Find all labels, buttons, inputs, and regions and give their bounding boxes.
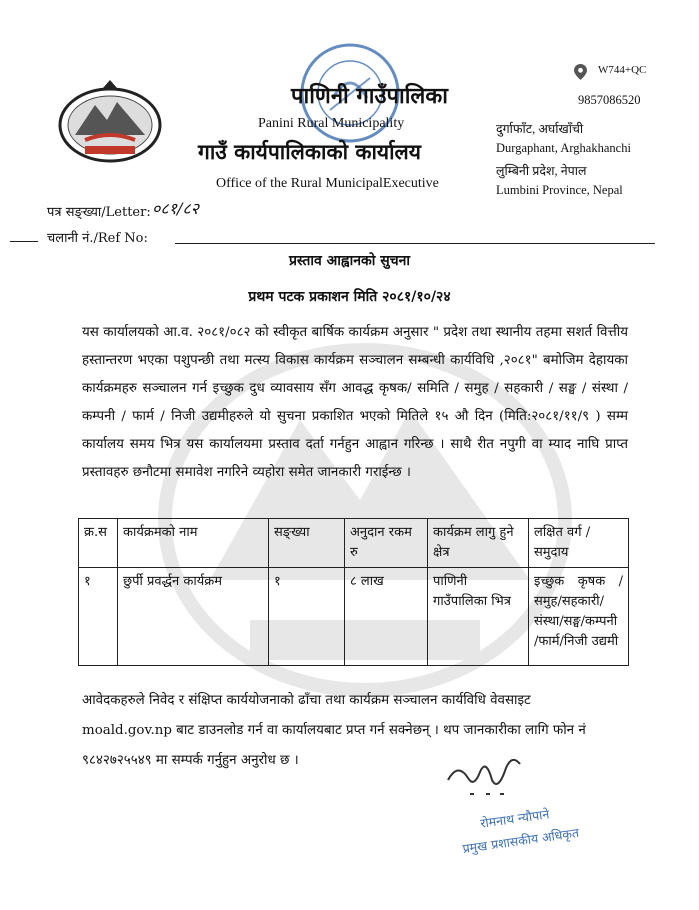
- officer-name: रोमनाथ न्यौपाने: [479, 806, 551, 831]
- table-header: कार्यक्रम लागु हुने क्षेत्र: [428, 519, 529, 568]
- letter-number-value: ०८१/८२: [152, 199, 199, 218]
- table-cell: १: [269, 568, 345, 666]
- municipality-title: पाणिनी गाउँपालिका: [291, 83, 448, 109]
- table-header: अनुदान रकम रु: [345, 519, 428, 568]
- ref-number-line: [175, 243, 655, 244]
- table-row: [79, 568, 629, 666]
- province-en: Lumbini Province, Nepal: [496, 183, 623, 197]
- table-header: क्र.स: [79, 519, 118, 568]
- notice-paragraph: यस कार्यालयको आ.व. २०८१/०८२ को स्वीकृत बार्षिक कार्यक्रम अनुसार " प्रदेश तथा स्थानीय तहमा सशर्त वित्तीय हस्तान्तरण भएका पशुपन्छी तथा मत्स्य विकास कार्यक्रम सञ्चालन सम्बन्धी कार्यविधि ,२०८१" बमोजिम देहायका कार्यक्रमहरु सञ्चालन गर्न इच्छुक दुध व्यावसाय सँग आवद्ध कृषक/ समिति / समुह / सहकारी / सङ्घ / संस्था / कम्पनी / फार्म / निजी उद्यमीहरुले यो सुचना प्रकाशित भएको मितिले १५ औ दिन (मिति:२०८१/११/९ ) सम्म कार्यालय समय भित्र यस कार्यालयमा प्रस्ताव दर्ता गर्नहुन आह्वान गरिन्छ । साथै रीत नपुगी वा म्याद नाघि प्राप्त प्रस्तावहरु छनौटमा समावेश नगरिने व्यहोरा समेत जानकारी गराईन्छ ।: [82, 325, 628, 480]
- notice-title: प्रस्ताव आह्वानको सुचना: [288, 253, 411, 269]
- table-cell: ८ लाख: [345, 568, 428, 666]
- table-cell: छुर्पी प्रवर्द्धन कार्यक्रम: [118, 568, 269, 666]
- phone-number: 9857086520: [578, 93, 641, 107]
- table-cell: १: [79, 568, 118, 666]
- office-title: गाउँ कार्यपालिकाको कार्यालय: [198, 139, 421, 164]
- table-cell: पाणिनी गाउँपालिका भित्र: [428, 568, 529, 666]
- footer-line-2: moald.gov.np बाट डाउनलोड गर्न वा कार्यालयबाट प्रप्त गर्न सक्नेछन् । थप जानकारीका लागि फोन नं: [82, 723, 586, 738]
- ref-number-label: चलानी नं./Ref No:: [47, 231, 148, 246]
- notice-subtitle: प्रथम पटक प्रकाशन मिति २०८१/१०/२४: [248, 289, 451, 305]
- letter-number-label: पत्र सङ्ख्या/Letter:: [47, 205, 151, 220]
- table-header: कार्यक्रमको नाम: [118, 519, 269, 568]
- province-ne: लुम्बिनी प्रदेश, नेपाल: [496, 164, 587, 178]
- address-en: Durgaphant, Arghakhanchi: [496, 141, 631, 155]
- table-header: सङ्ख्या: [269, 519, 345, 568]
- divider: [10, 241, 38, 242]
- footer-line-1: आवेदकहरुले निवेद र संक्षिप्त कार्ययोजनाको ढाँचा तथा कार्यक्रम सञ्चालन कार्यविधि वेवसाइट: [82, 693, 531, 708]
- signature-icon: [440, 750, 530, 800]
- location-pin-icon: [574, 64, 587, 80]
- footer-line-3: ९८४२७२५५४९ मा सम्पर्क गर्नुहुन अनुरोध छ ।: [82, 753, 299, 768]
- table-header: लक्षित वर्ग / समुदाय: [529, 519, 629, 568]
- address-ne: दुर्गाफाँट, अर्घाखाँची: [496, 122, 584, 136]
- table-cell: इच्छुक कृषक /समुह/सहकारी/ संस्था/सङ्घ/कम्पनी /फार्म/निजी उद्यमी: [529, 568, 629, 666]
- plus-code: W744+QC: [598, 64, 647, 76]
- programme-table: [78, 518, 629, 666]
- table-header-row: [79, 519, 629, 568]
- office-title-en: Office of the Rural MunicipalExecutive: [216, 176, 439, 191]
- officer-designation: प्रमुख प्रशासकीय अधिकृत: [461, 824, 580, 857]
- municipality-title-en: Panini Rural Municipality: [258, 116, 405, 131]
